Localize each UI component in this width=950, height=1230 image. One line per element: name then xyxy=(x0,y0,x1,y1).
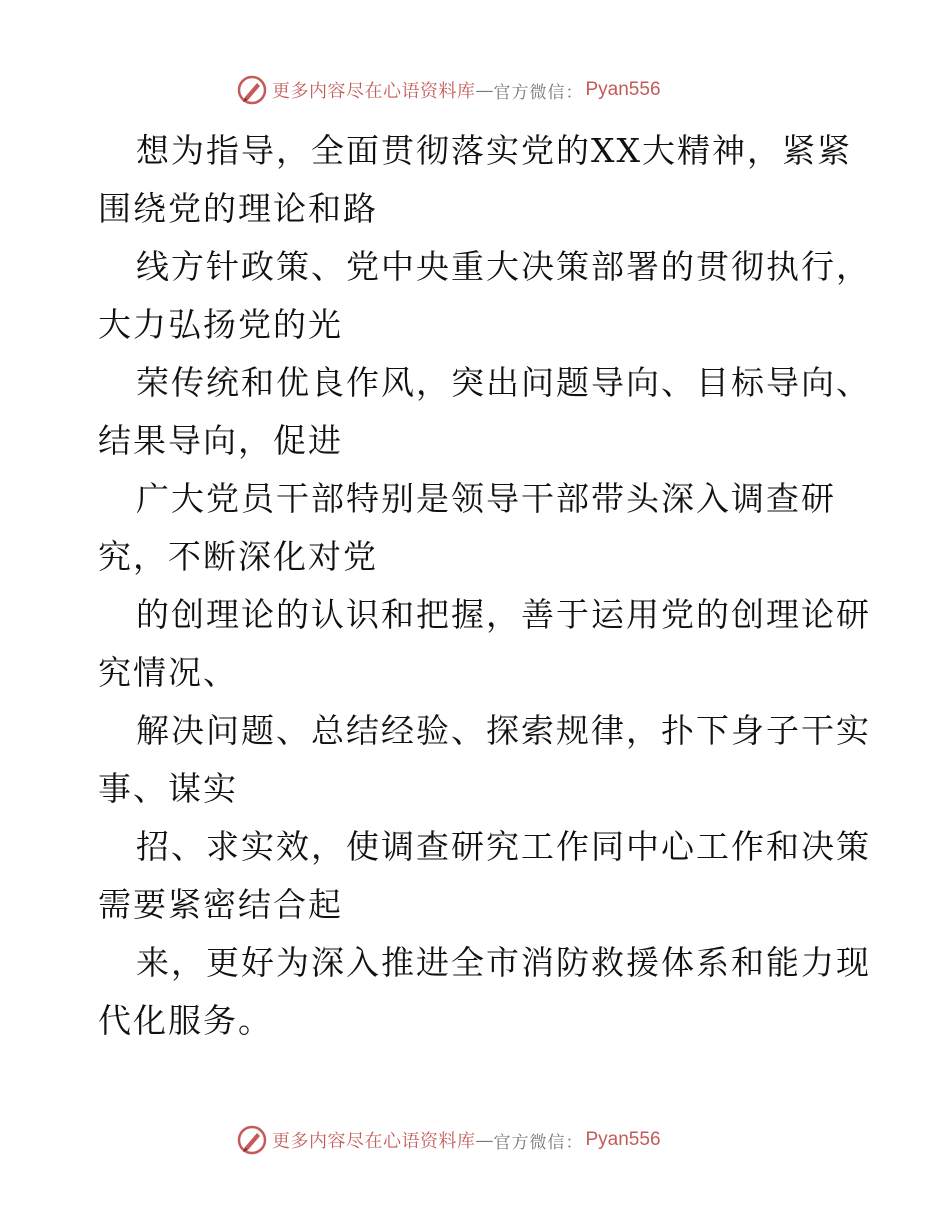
body-line: 解决问题、总结经验、探索规律，扑下身子干实 xyxy=(136,711,871,750)
body-line: 围绕党的理论和路 xyxy=(98,189,378,228)
watermark-wechat-label: 官方微信： xyxy=(493,1132,584,1153)
body-line: 大力弘扬党的光 xyxy=(98,305,343,344)
footer-watermark xyxy=(236,1123,661,1157)
watermark-wechat-label: 官方微信： xyxy=(493,82,584,103)
body-line: 招、求实效，使调查研究工作同中心工作和决策 xyxy=(136,827,871,866)
body-line: 的创理论的认识和把握，善于运用党的创理论研 xyxy=(136,595,871,634)
watermark-wechat-id: Pyan556 xyxy=(585,79,661,100)
pen-logo-icon xyxy=(236,74,268,106)
document-body xyxy=(98,122,871,1050)
body-line: 广大党员干部特别是领导干部带头深入调查研 xyxy=(136,479,836,518)
watermark-main-text: 更多内容尽在心语资料库 xyxy=(272,1131,476,1152)
body-line: 究情况、 xyxy=(98,653,238,692)
body-line: 来，更好为深入推进全市消防救援体系和能力现 xyxy=(136,943,871,982)
watermark-separator: — xyxy=(475,1129,494,1151)
body-line: 需要紧密结合起 xyxy=(98,885,343,924)
body-line: 想为指导，全面贯彻落实党的XX大精神，紧紧 xyxy=(136,131,852,170)
body-line: 结果导向，促进 xyxy=(98,421,343,460)
pen-logo-icon xyxy=(236,1124,268,1156)
body-line: 线方针政策、党中央重大决策部署的贯彻执行， xyxy=(136,247,871,286)
watermark-wechat-id: Pyan556 xyxy=(585,1129,661,1150)
body-line: 究，不断深化对党 xyxy=(98,537,378,576)
body-line: 代化服务。 xyxy=(98,1001,273,1040)
body-line: 事、谋实 xyxy=(98,769,238,808)
watermark-separator: — xyxy=(475,79,494,101)
body-line: 荣传统和优良作风，突出问题导向、目标导向、 xyxy=(136,363,871,402)
header-watermark xyxy=(236,73,661,107)
watermark-main-text: 更多内容尽在心语资料库 xyxy=(272,81,476,102)
